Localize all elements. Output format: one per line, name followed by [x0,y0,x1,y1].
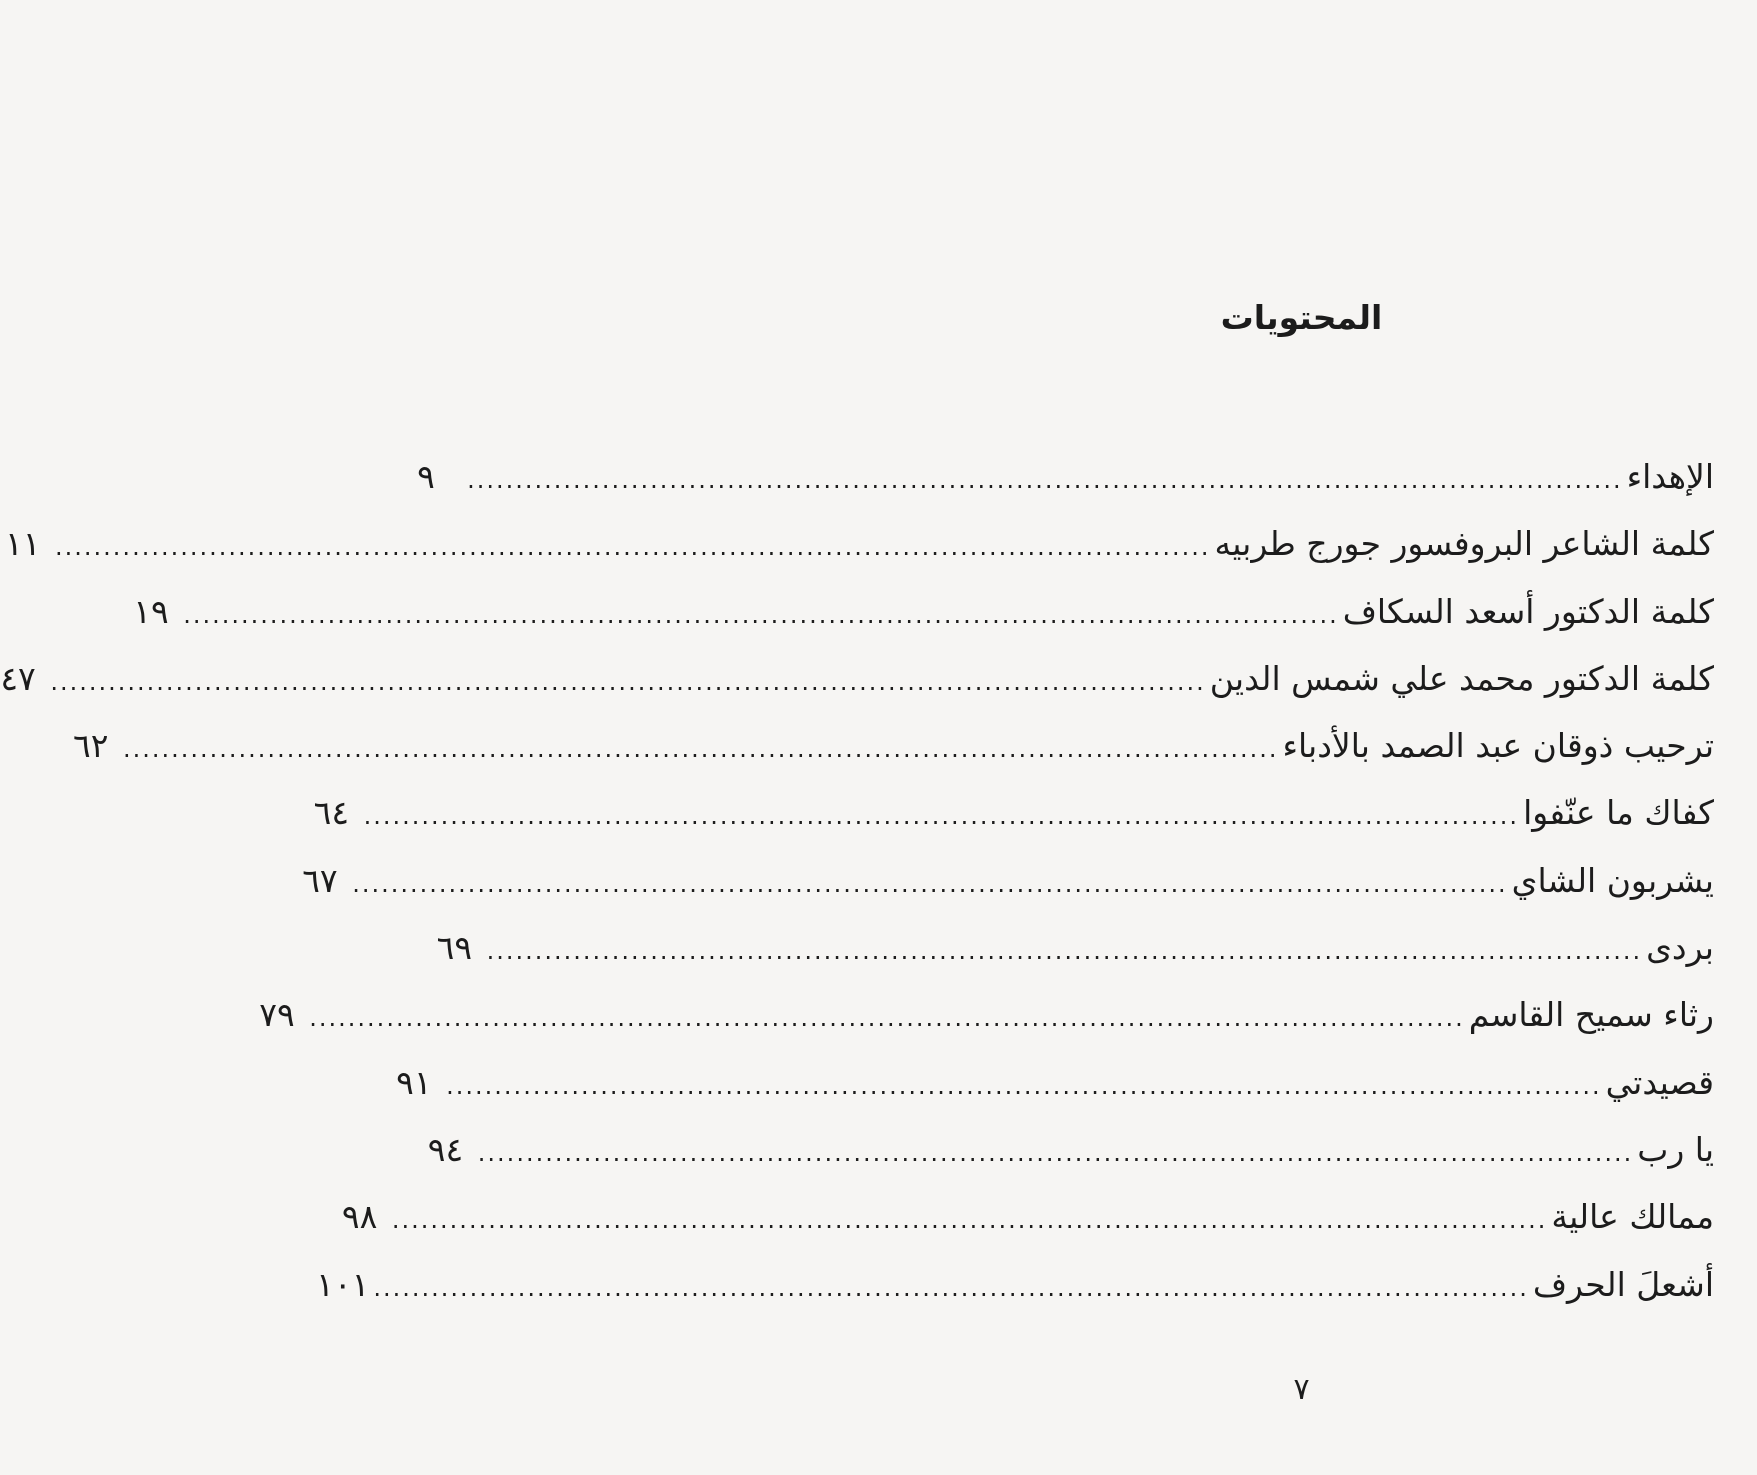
toc-entry [0,654,1714,721]
toc-entry-title: بردى [1646,928,1714,968]
toc-entry-page: ٦٧ [302,860,338,900]
toc-entry-title: ترحيب ذوقان عبد الصمد بالأدباء [1282,726,1714,766]
dot-leader: ........................................................................................................................ [446,1071,1602,1100]
toc-entry-page: ١٠١ [316,1264,370,1304]
page-number: ٧ [1293,1372,1310,1407]
dot-leader: ........................................................................................................................ [309,1004,1465,1033]
dot-leader: ........................................................................................................................ [391,1206,1548,1235]
toc-entry-title: كلمة الدكتور أسعد السكاف [1342,591,1714,631]
toc-entry-title: أشعلَ الحرف [1532,1264,1714,1304]
toc-entry-page: ٩١ [396,1062,432,1102]
dot-leader: ........................................................................................................................ [50,667,1206,696]
toc-entry-title: الإهداء [1626,457,1714,496]
toc-entry [302,856,1714,923]
toc-entry [396,1058,1714,1125]
dot-leader: ........................................................................................................................ [373,1273,1529,1302]
dot-leader: ........................................................................................................................ [477,1138,1634,1167]
toc-entry-page: ٤٧ [0,658,36,698]
toc-entry-title: كلمة الدكتور محمد علي شمس الدين [1209,658,1714,698]
toc-entry-title: رثاء سميح القاسم [1468,995,1714,1035]
toc-entry-title: يا رب [1637,1129,1714,1169]
toc-entry-page: ٦٢ [73,726,109,766]
toc-entry [436,923,1714,990]
toc-entry-page: ٦٩ [436,928,473,968]
toc-entry-title: كفاك ما عنّفوا [1523,793,1714,833]
dot-leader: ........................................................................................................................ [183,600,1339,629]
toc-entry-page: ٦٤ [313,793,350,833]
toc-entry [5,519,1714,586]
toc-entry-title: كلمة الشاعر البروفسور جورج طربيه [1214,524,1714,564]
toc-entry [133,587,1714,654]
toc-entry-title: ممالك عالية [1551,1197,1714,1237]
toc-entry [427,1125,1714,1192]
toc-entry-page: ١٩ [133,591,169,631]
toc-entry [341,1192,1714,1259]
toc-entry-page: ٩٨ [341,1197,378,1237]
dot-leader: ........................................................................................................................ [486,937,1643,966]
page-title: المحتويات [1220,298,1383,337]
table-of-contents [0,452,1714,1327]
toc-entry [259,990,1714,1057]
toc-entry-page: ١١ [5,524,41,564]
dot-leader: ........................................................................................................................ [55,533,1211,562]
toc-entry-page: ٩٤ [427,1129,464,1169]
toc-entry-title: يشربون الشاي [1511,860,1714,900]
toc-entry-page: ٧٩ [259,995,295,1035]
toc-entry-title: قصيدتي [1605,1062,1714,1102]
toc-entry [313,788,1714,855]
toc-entry [316,1260,1714,1327]
toc-entry [73,721,1714,788]
dot-leader: ........................................................................................................................ [352,869,1508,898]
dot-leader: ........................................................................................................................ [363,802,1520,831]
dot-leader: ........................................................................................................................ [467,466,1623,494]
dot-leader: ........................................................................................................................ [123,735,1279,764]
toc-entry [417,452,1714,519]
toc-entry-page: ٩ [417,457,435,496]
